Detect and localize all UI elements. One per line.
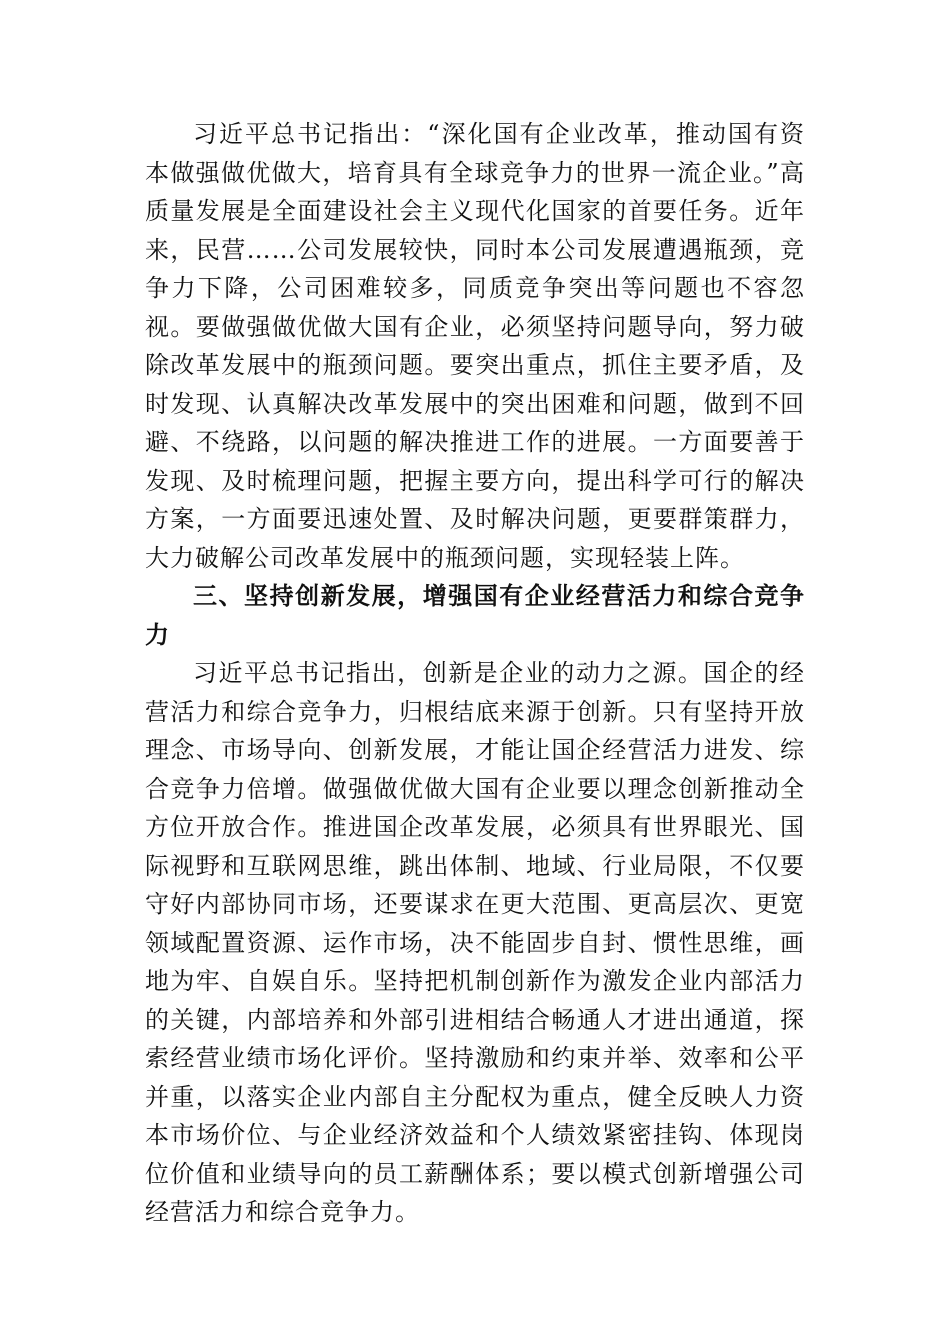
paragraph-reform-problems: 习近平总书记指出：“深化国有企业改革，推动国有资本做强做优做大，培育具有全球竞争力的世界一流企业。”高质量发展是全面建设社会主义现代化国家的首要任务。近年来，民营……公司发展较快，同时本公司发展遭遇瓶颈，竞争力下降，公司困难较多，同质竞争突出等问题也不容忽视。要做强做优做大国有企业，必须坚持问题导向，努力破除改革发展中的瓶颈问题。要突出重点，抓住主要矛盾，及时发现、认真解决改革发展中的突出困难和问题，做到不回避、不绕路，以问题的解决推进工作的进展。一方面要善于发现、及时梳理问题，把握主要方向，提出科学可行的解决方案，一方面要迅速处置、及时解决问题，更要群策群力，大力破解公司改革发展中的瓶颈问题，实现轻装上阵。 [145, 120, 805, 572]
paragraph-innovation: 习近平总书记指出，创新是企业的动力之源。国企的经营活力和综合竞争力，归根结底来源于创新。只有坚持开放理念、市场导向、创新发展，才能让国企经营活力进发、综合竞争力倍增。做强做优做大国有企业要以理念创新推动全方位开放合作。推进国企改革发展，必须具有世界眼光、国际视野和互联网思维，跳出体制、地域、行业局限，不仅要守好内部协同市场，还要谋求在更大范围、更高层次、更宽领域配置资源、运作市场，决不能固步自封、惯性思维，画地为牢、自娱自乐。坚持把机制创新作为激发企业内部活力的关键，内部培养和外部引进相结合畅通人才进出通道，探索经营业绩市场化评价。坚持激励和约束并举、效率和公平并重，以落实企业内部自主分配权为重点，健全反映人力资本市场价位、与企业经济效益和个人绩效紧密挂钩、体现岗位价值和业绩导向的员工薪酬体系；要以模式创新增强公司经营活力和综合竞争力。 [145, 659, 805, 1226]
section-heading-innovation: 三、坚持创新发展，增强国有企业经营活力和综合竞争力 [145, 582, 805, 649]
document-page [145, 115, 805, 1232]
